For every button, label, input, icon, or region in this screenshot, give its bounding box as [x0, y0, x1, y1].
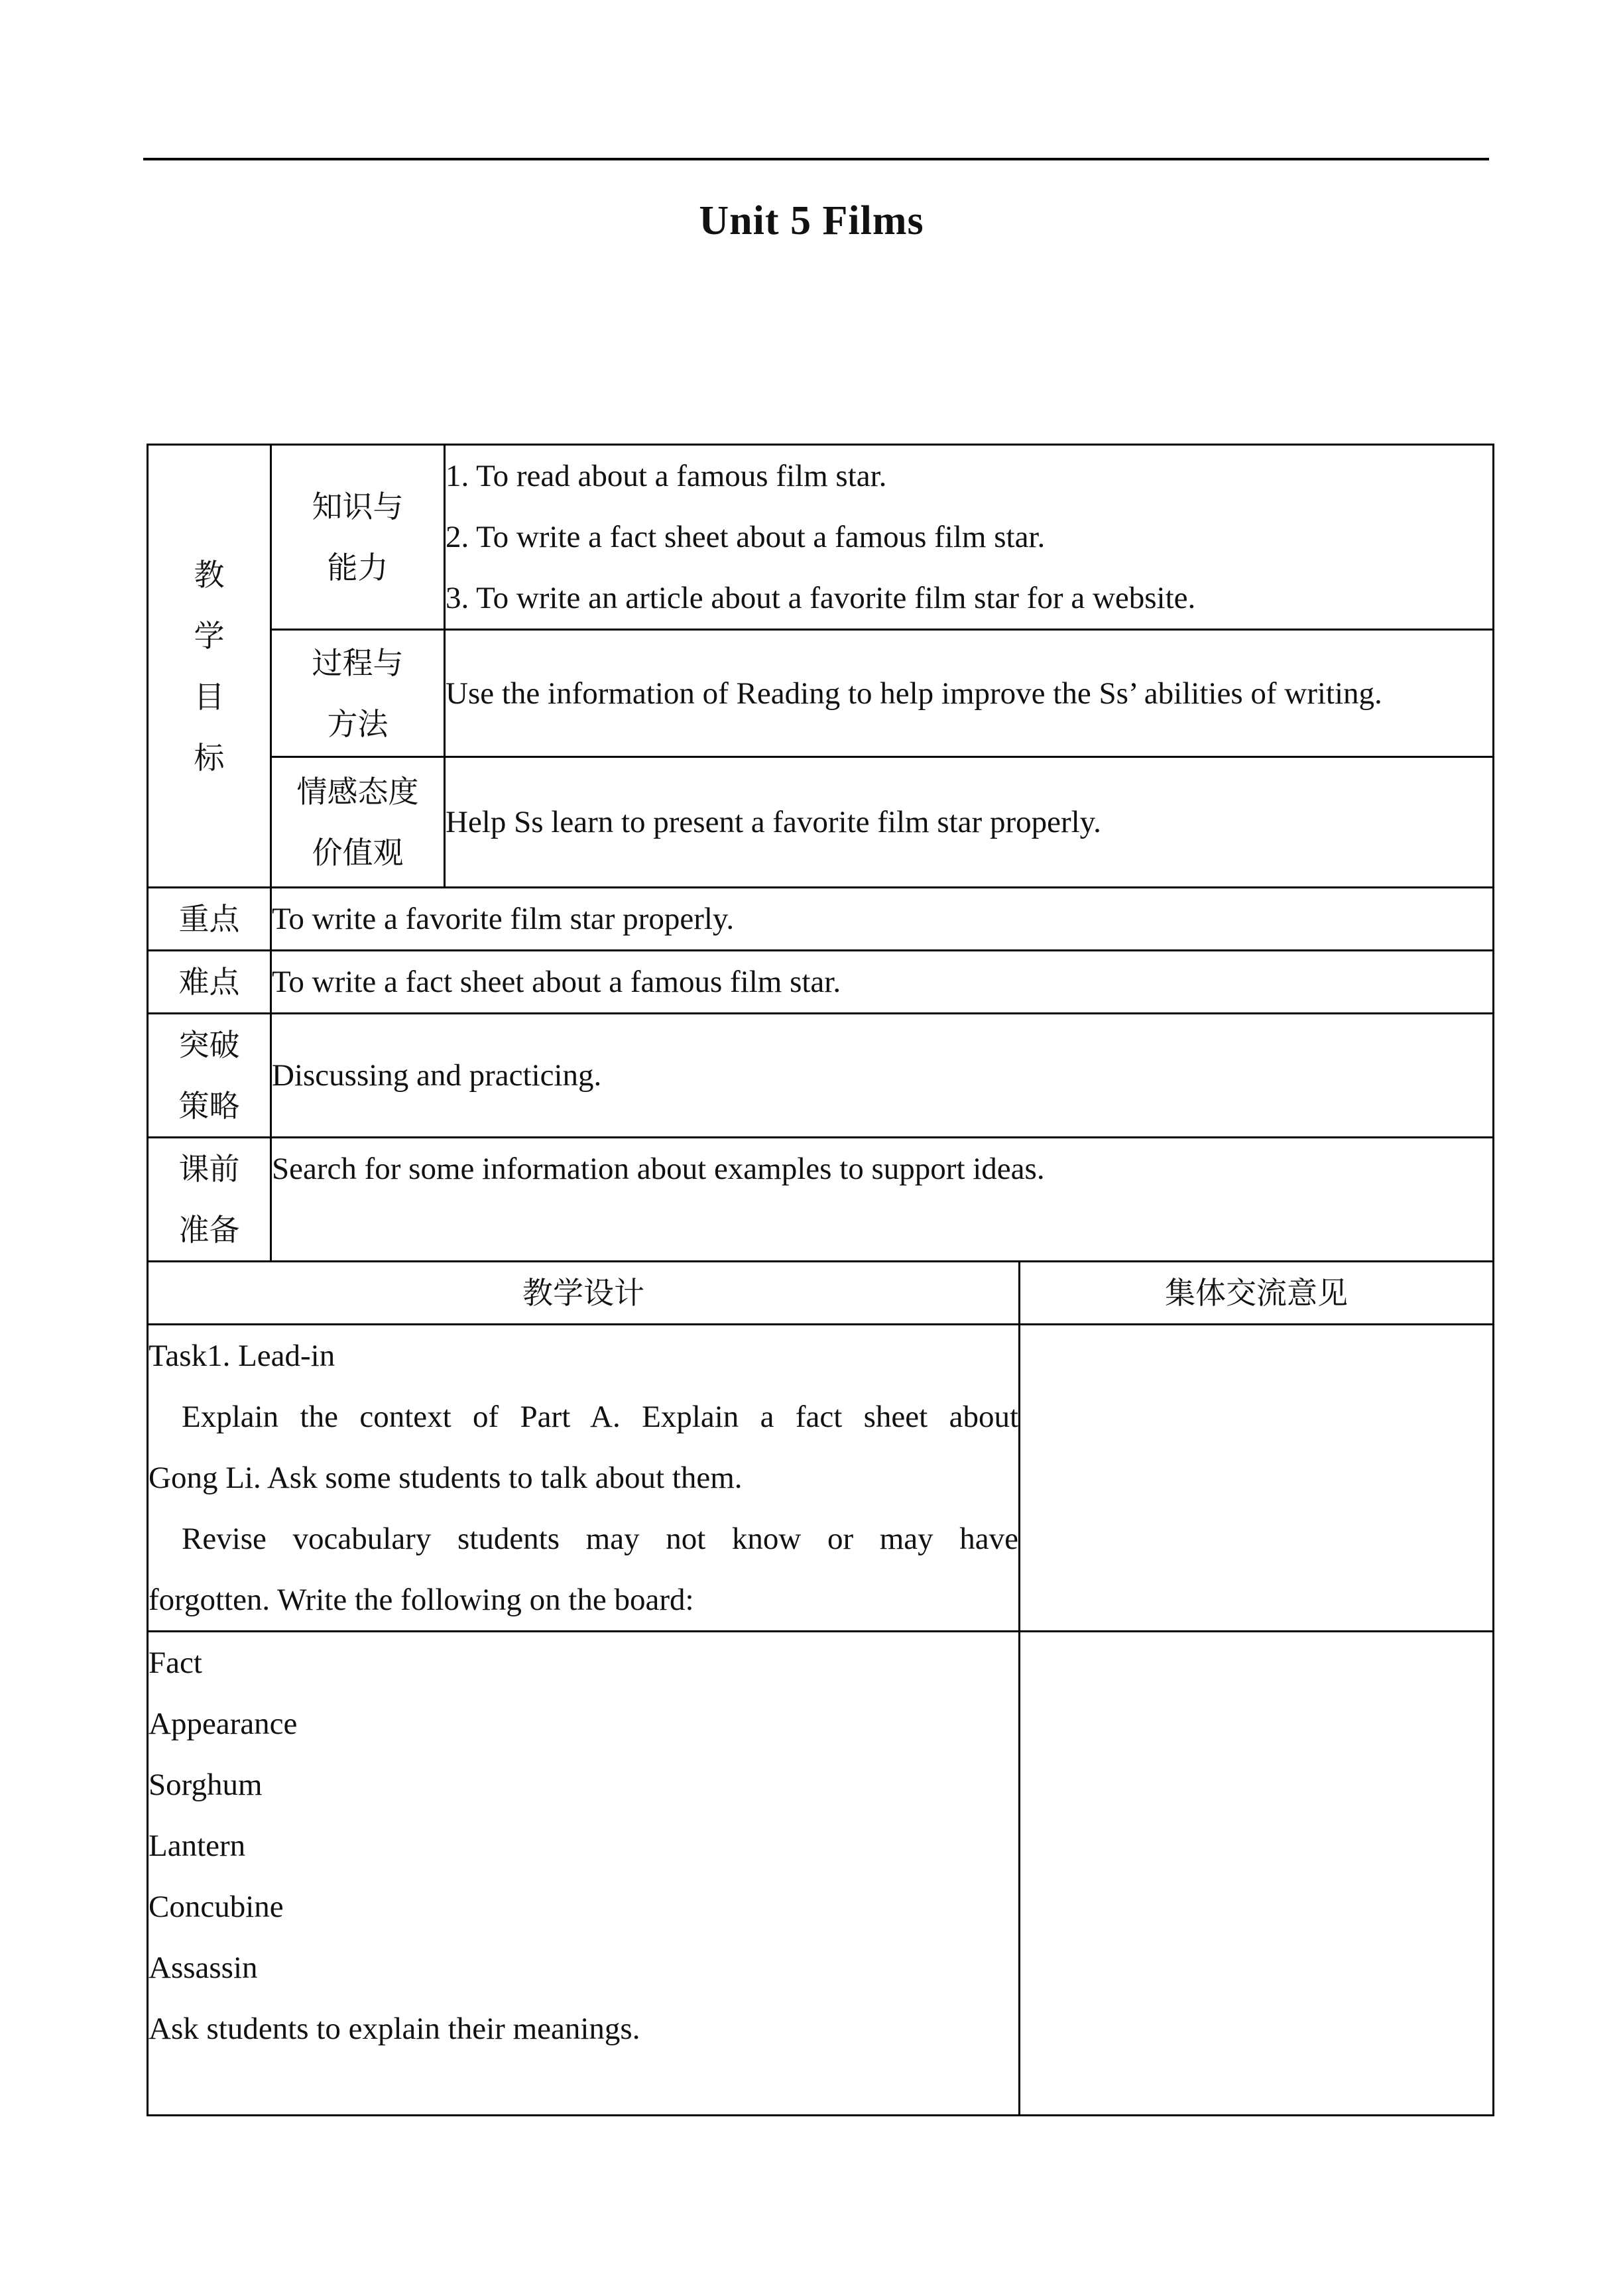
difficulty-text: To write a fact sheet about a famous film star. [271, 951, 1494, 1014]
design-header: 教学设计 [148, 1262, 1020, 1325]
vocab-instruction: Ask students to explain their meanings. [149, 2012, 640, 2046]
task1-cell [148, 1325, 1020, 1632]
key-point-label: 重点 [148, 888, 271, 951]
vocab-word: Fact [149, 1646, 202, 1680]
task1-line: Gong Li. Ask some students to talk about them. [149, 1461, 743, 1495]
task1-heading: Task1. Lead-in [149, 1339, 335, 1373]
process-label: 过程与 方法 [271, 630, 445, 757]
lesson-plan-table [147, 444, 1494, 2116]
objective-item: 3. To write an article about a favorite film star for a website. [446, 581, 1196, 615]
vocab-word: Lantern [149, 1829, 246, 1863]
vocab-word: Sorghum [149, 1768, 263, 1802]
task1-line: Explain the context of Part A. Explain a fact sheet about [182, 1400, 1018, 1434]
attitude-text: Help Ss learn to present a favorite film star properly. [445, 757, 1494, 888]
header-rule [143, 158, 1489, 160]
vocab-word: Concubine [149, 1890, 284, 1924]
page-title: Unit 5 Films [699, 198, 924, 243]
attitude-label: 情感态度 价值观 [271, 757, 445, 888]
objectives-label: 教 学 目 标 [148, 445, 271, 888]
strategy-label: 突破 策略 [148, 1014, 271, 1138]
strategy-text: Discussing and practicing. [271, 1014, 1494, 1138]
vocab-word: Assassin [149, 1951, 258, 1985]
vocab-word: Appearance [149, 1707, 298, 1741]
feedback-header: 集体交流意见 [1020, 1262, 1494, 1325]
objective-item: 1. To read about a famous film star. [446, 459, 887, 493]
vocabulary-cell [148, 1632, 1020, 2116]
vocabulary-feedback-cell [1020, 1632, 1494, 2116]
knowledge-objectives [445, 445, 1494, 630]
preparation-label: 课前 准备 [148, 1138, 271, 1262]
preparation-text: Search for some information about examples to support ideas. [271, 1138, 1494, 1262]
objective-item: 2. To write a fact sheet about a famous film star. [446, 520, 1046, 554]
process-text: Use the information of Reading to help improve the Ss’ abilities of writing. [445, 630, 1494, 757]
task1-feedback-cell [1020, 1325, 1494, 1632]
key-point-text: To write a favorite film star properly. [271, 888, 1494, 951]
difficulty-label: 难点 [148, 951, 271, 1014]
task1-line: Revise vocabulary students may not know or may have [182, 1522, 1018, 1556]
knowledge-label: 知识与 能力 [271, 445, 445, 630]
task1-line: forgotten. Write the following on the board: [149, 1583, 694, 1617]
